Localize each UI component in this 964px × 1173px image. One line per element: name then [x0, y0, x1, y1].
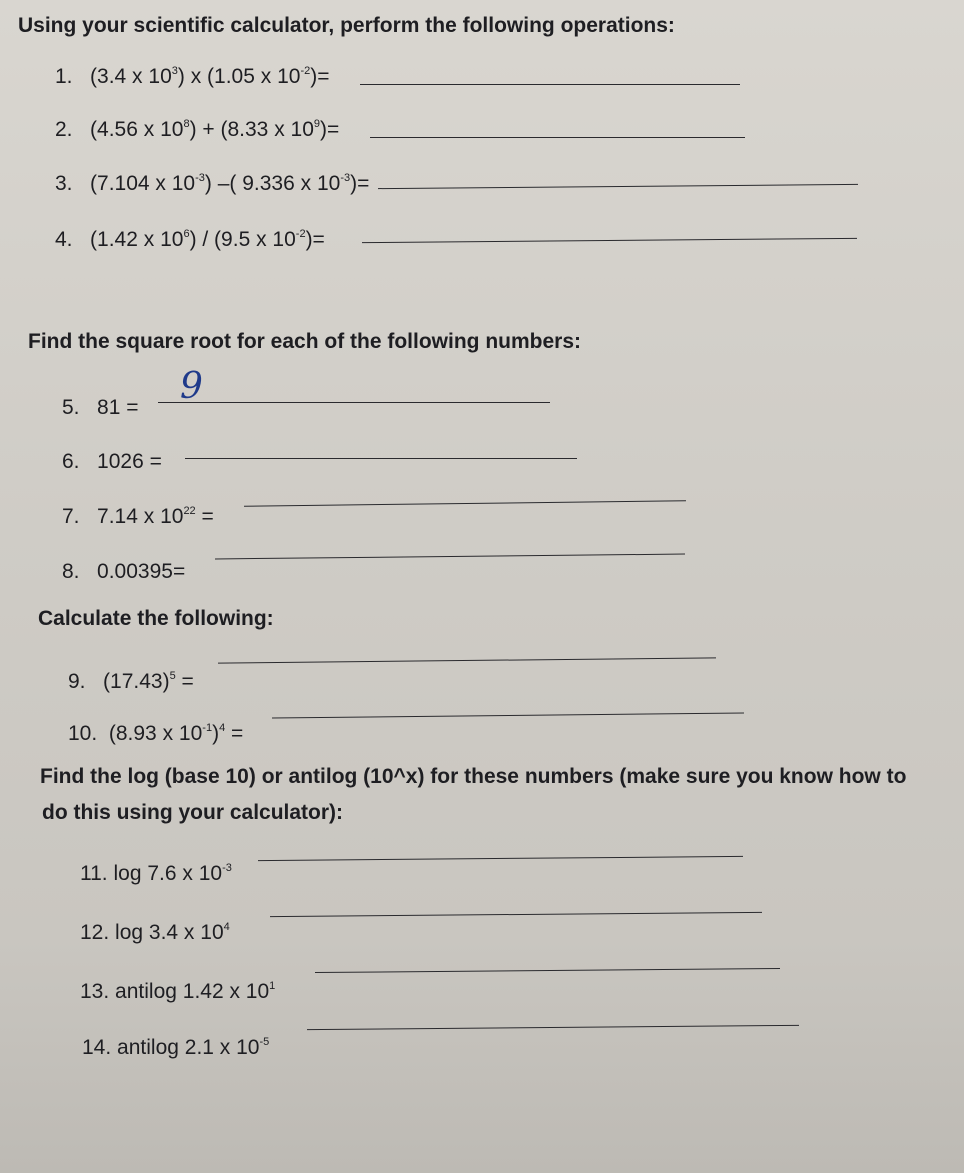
question-9 — [68, 670, 194, 694]
question-14 — [82, 1036, 269, 1060]
question-number: 9. — [68, 670, 86, 693]
handwritten-answer-5: 9 — [180, 366, 203, 407]
question-number: 8. — [62, 560, 80, 583]
question-1 — [55, 65, 329, 89]
question-number: 4. — [55, 228, 73, 251]
expr-part: ) + (8.33 x 10 — [189, 118, 314, 141]
exponent: 1 — [269, 980, 276, 992]
question-number: 6. — [62, 450, 80, 473]
expr-part: antilog 2.1 x 10 — [117, 1036, 260, 1059]
question-4 — [55, 228, 325, 252]
expr-part: = — [175, 670, 194, 693]
exponent: -5 — [259, 1036, 270, 1048]
question-13 — [80, 980, 275, 1004]
question-number: 1. — [55, 65, 73, 88]
answer-line-1[interactable] — [360, 84, 740, 85]
expr-part: )= — [305, 228, 325, 251]
expr-part: 81 = — [97, 396, 139, 419]
expr-part: log 7.6 x 10 — [113, 862, 223, 885]
answer-line-6[interactable] — [185, 458, 577, 459]
answer-line-8[interactable] — [215, 554, 685, 560]
question-6 — [62, 450, 162, 474]
question-11 — [80, 862, 232, 886]
expr-part: ) / (9.5 x 10 — [189, 228, 296, 251]
exponent: -3 — [195, 172, 205, 184]
expr-part: )= — [310, 65, 330, 88]
heading-log-line1: Find the log (base 10) or antilog (10^x) for these numbers (make sure you know how to — [40, 765, 907, 788]
exponent: -1 — [202, 722, 213, 734]
exponent: 9 — [313, 118, 321, 130]
question-10 — [68, 722, 243, 746]
expr-part: ) –( 9.336 x 10 — [204, 172, 341, 195]
question-number: 5. — [62, 396, 80, 419]
expr-part: (7.104 x 10 — [90, 172, 196, 195]
expr-part: ) — [212, 722, 220, 745]
answer-line-14[interactable] — [307, 1025, 799, 1030]
answer-line-11[interactable] — [258, 856, 743, 861]
expr-part: (8.93 x 10 — [108, 722, 203, 745]
expr-part: 1026 = — [97, 450, 162, 473]
exponent: 6 — [183, 228, 190, 240]
question-12 — [80, 921, 230, 945]
heading-square-root: Find the square root for each of the following numbers: — [28, 330, 582, 353]
exponent: 3 — [171, 65, 178, 77]
exponent: 5 — [169, 670, 176, 682]
question-number: 14. — [82, 1036, 112, 1059]
answer-line-13[interactable] — [315, 968, 780, 973]
question-3 — [55, 172, 369, 196]
exponent: 22 — [183, 505, 196, 517]
expr-part: = — [225, 722, 244, 745]
exponent: -3 — [222, 862, 232, 874]
answer-line-9[interactable] — [218, 657, 716, 663]
expr-part: )= — [350, 172, 370, 195]
question-number: 7. — [62, 505, 80, 528]
answer-line-3[interactable] — [378, 184, 858, 189]
question-2 — [55, 118, 339, 142]
expr-part: 7.14 x 10 — [97, 505, 184, 528]
question-number: 13. — [80, 980, 110, 1003]
exponent: -3 — [340, 172, 351, 184]
answer-line-12[interactable] — [270, 912, 762, 917]
exponent: 4 — [223, 921, 230, 933]
heading-calculate: Calculate the following: — [38, 607, 274, 630]
question-number: 3. — [55, 172, 73, 195]
question-number: 12. — [80, 921, 110, 944]
expr-part: (1.42 x 10 — [90, 228, 184, 251]
expr-part: (4.56 x 10 — [90, 118, 184, 141]
exponent: 4 — [219, 722, 226, 734]
expr-part: (3.4 x 10 — [90, 65, 172, 88]
expr-part: log 3.4 x 10 — [115, 921, 224, 944]
expr-part: ) x (1.05 x 10 — [177, 65, 301, 88]
exponent: -2 — [300, 65, 311, 77]
heading-log-line2: do this using your calculator): — [42, 801, 344, 824]
answer-line-4[interactable] — [362, 238, 857, 243]
expr-part: antilog 1.42 x 10 — [115, 980, 270, 1003]
question-number: 11. — [80, 862, 108, 885]
expr-part: = — [195, 505, 214, 528]
answer-line-7[interactable] — [244, 500, 686, 506]
exponent: -2 — [295, 228, 306, 240]
exponent: 8 — [183, 118, 190, 130]
answer-line-10[interactable] — [272, 713, 744, 719]
expr-part: (17.43) — [103, 670, 170, 693]
question-7 — [62, 505, 214, 529]
heading-operations: Using your scientific calculator, perform the following operations: — [18, 14, 675, 37]
question-number: 10. — [68, 722, 98, 745]
question-8 — [62, 560, 185, 584]
question-5 — [62, 396, 139, 420]
expr-part: 0.00395= — [97, 560, 186, 583]
expr-part: )= — [320, 118, 340, 141]
answer-line-2[interactable] — [370, 137, 745, 138]
question-number: 2. — [55, 118, 73, 141]
answer-line-5[interactable] — [158, 402, 550, 403]
